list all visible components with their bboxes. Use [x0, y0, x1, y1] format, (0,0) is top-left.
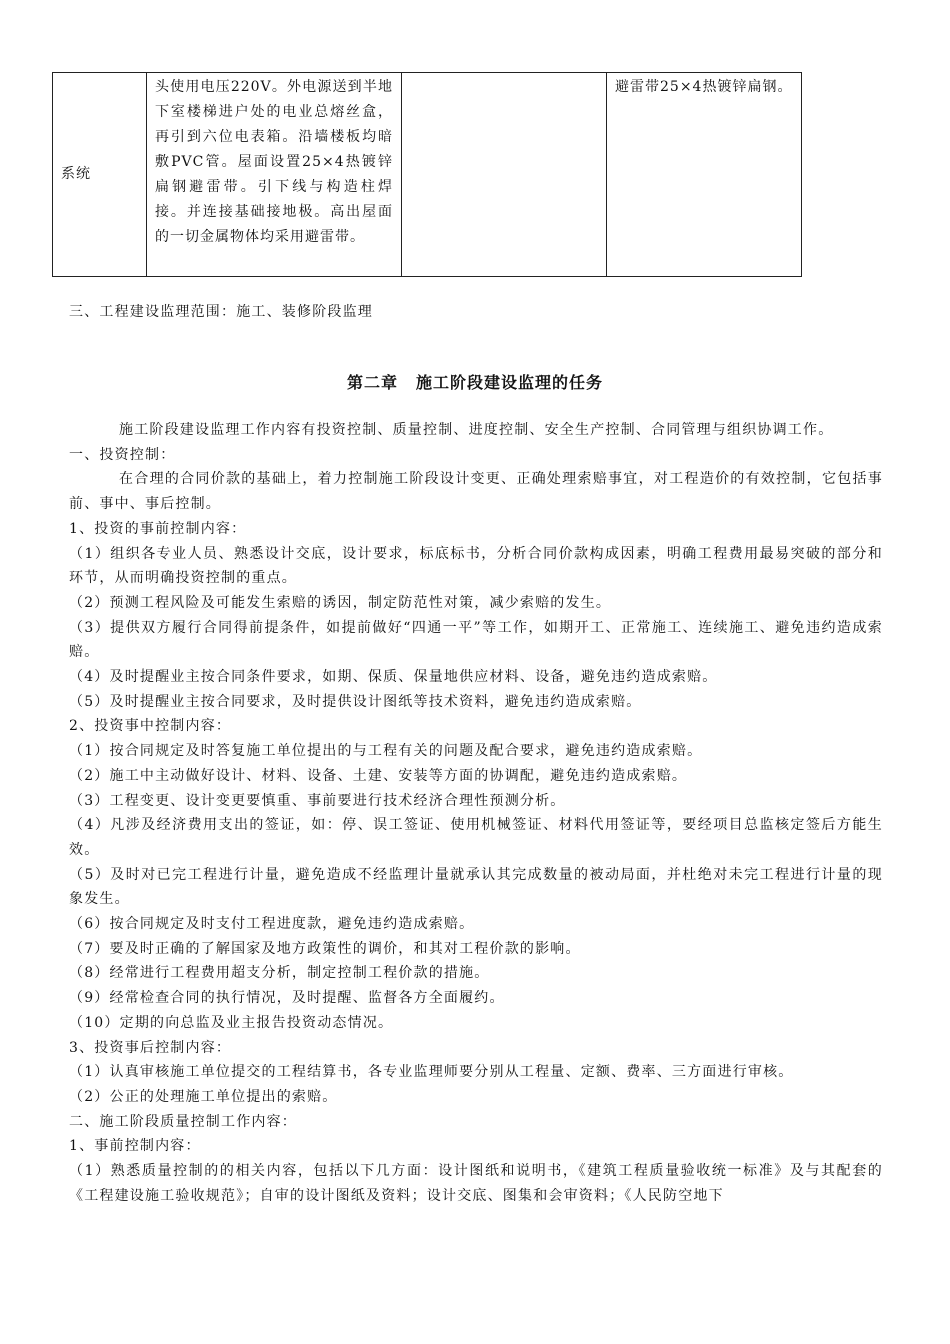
list-item: （5）及时提醒业主按合同要求，及时提供设计图纸等技术资料，避免违约造成索赔。	[69, 693, 642, 710]
list-item: （3）工程变更、设计变更要慎重、事前要进行技术经济合理性预测分析。	[69, 792, 566, 809]
list-item: （1）组织各专业人员、熟悉设计交底，设计要求，标底标书，分析合同价款构成因素，明确工程费用最易突破的部分和环节，从而明确投资控制的重点。	[69, 545, 883, 587]
pre-control-heading: 1、投资的事前控制内容：	[69, 520, 247, 537]
lightning-strip-cell: 避雷带25×4热镀锌扁钢。	[607, 73, 802, 277]
list-item: （7）要及时正确的了解国家及地方政策性的调价，和其对工程价款的影响。	[69, 940, 581, 957]
list-item: （5）及时对已完工程进行计量，避免造成不经监理计量就承认其完成数量的被动局面，并杜绝对未完工程进行计量的现象发生。	[69, 866, 883, 908]
quality-heading: 二、施工阶段质量控制工作内容：	[69, 1113, 297, 1130]
invest-heading: 一、投资控制：	[69, 446, 176, 463]
system-label-cell: 系统	[53, 73, 147, 277]
mid-control-heading: 2、投资事中控制内容：	[69, 718, 232, 735]
list-item: （1）认真审核施工单位提交的工程结算书，各专业监理师要分别从工程量、定额、费率、三方面进行审核。	[69, 1064, 794, 1081]
scope-line: 三、工程建设监理范围：施工、装修阶段监理	[69, 304, 373, 320]
list-item: （1）熟悉质量控制的的相关内容，包括以下几方面：设计图纸和说明书，《建筑工程质量验收统一标准》及与其配套的《工程建设施工验收规范》；自审的设计图纸及资料；设计交底、图集和会审资料；《人民防空地下	[69, 1163, 883, 1204]
list-item: （10）定期的向总监及业主报告投资动态情况。	[69, 1014, 394, 1031]
chapter-heading	[0, 370, 950, 393]
list-item: （8）经常进行工程费用超支分析，制定控制工程价款的措施。	[69, 965, 490, 982]
list-item: （3）提供双方履行合同得前提条件，如提前做好“四通一平”等工作，如期开工、正常施工、连续施工、避免违约造成索赔。	[69, 619, 883, 661]
list-item: （6）按合同规定及时支付工程进度款，避免违约造成索赔。	[69, 916, 475, 933]
system-table	[52, 72, 802, 277]
empty-cell	[402, 73, 607, 277]
list-item: （2）公正的处理施工单位提出的索赔。	[69, 1088, 338, 1105]
intro-paragraph: 施工阶段建设监理工作内容有投资控制、质量控制、进度控制、安全生产控制、合同管理与组织协调工作。	[119, 422, 834, 438]
table-row	[53, 73, 802, 277]
invest-intro-paragraph: 在合理的合同价款的基础上，着力控制施工阶段设计变更、正确处理索赔事宜，对工程造价的有效控制，它包括事前、事中、事后控制。	[69, 471, 883, 513]
list-item: （9）经常检查合同的执行情况，及时提醒、监督各方全面履约。	[69, 990, 505, 1007]
list-item: （1）按合同规定及时答复施工单位提出的与工程有关的问题及配合要求，避免违约造成索赔。	[69, 743, 703, 760]
chapter-title: 施工阶段建设监理的任务	[416, 373, 604, 392]
list-item: （2）施工中主动做好设计、材料、设备、土建、安装等方面的协调配，避免违约造成索赔。	[69, 767, 688, 784]
chapter-number: 第二章	[346, 373, 398, 392]
body-text	[69, 418, 883, 1209]
list-item: （2）预测工程风险及可能发生索赔的诱因，制定防范性对策，减少索赔的发生。	[69, 594, 612, 611]
quality-pre-heading: 1、事前控制内容：	[69, 1138, 201, 1155]
post-control-heading: 3、投资事后控制内容：	[69, 1039, 232, 1056]
list-item: （4）及时提醒业主按合同条件要求，如期、保质、保量地供应材料、设备，避免违约造成索赔。	[69, 669, 718, 686]
description-cell: 头使用电压220V。外电源送到半地下室楼梯进户处的电业总熔丝盒，再引到六位电表箱。沿墙楼板均暗敷PVC管。屋面设置25×4热镀锌扁钢避雷带。引下线与构造柱焊接。并连接基础接地极。高出屋面的一切金属物体均采用避雷带。	[147, 73, 402, 277]
list-item: （4）凡涉及经济费用支出的签证，如：停、误工签证、使用机械签证、材料代用签证等，要经项目总监核定签后方能生效。	[69, 817, 883, 858]
